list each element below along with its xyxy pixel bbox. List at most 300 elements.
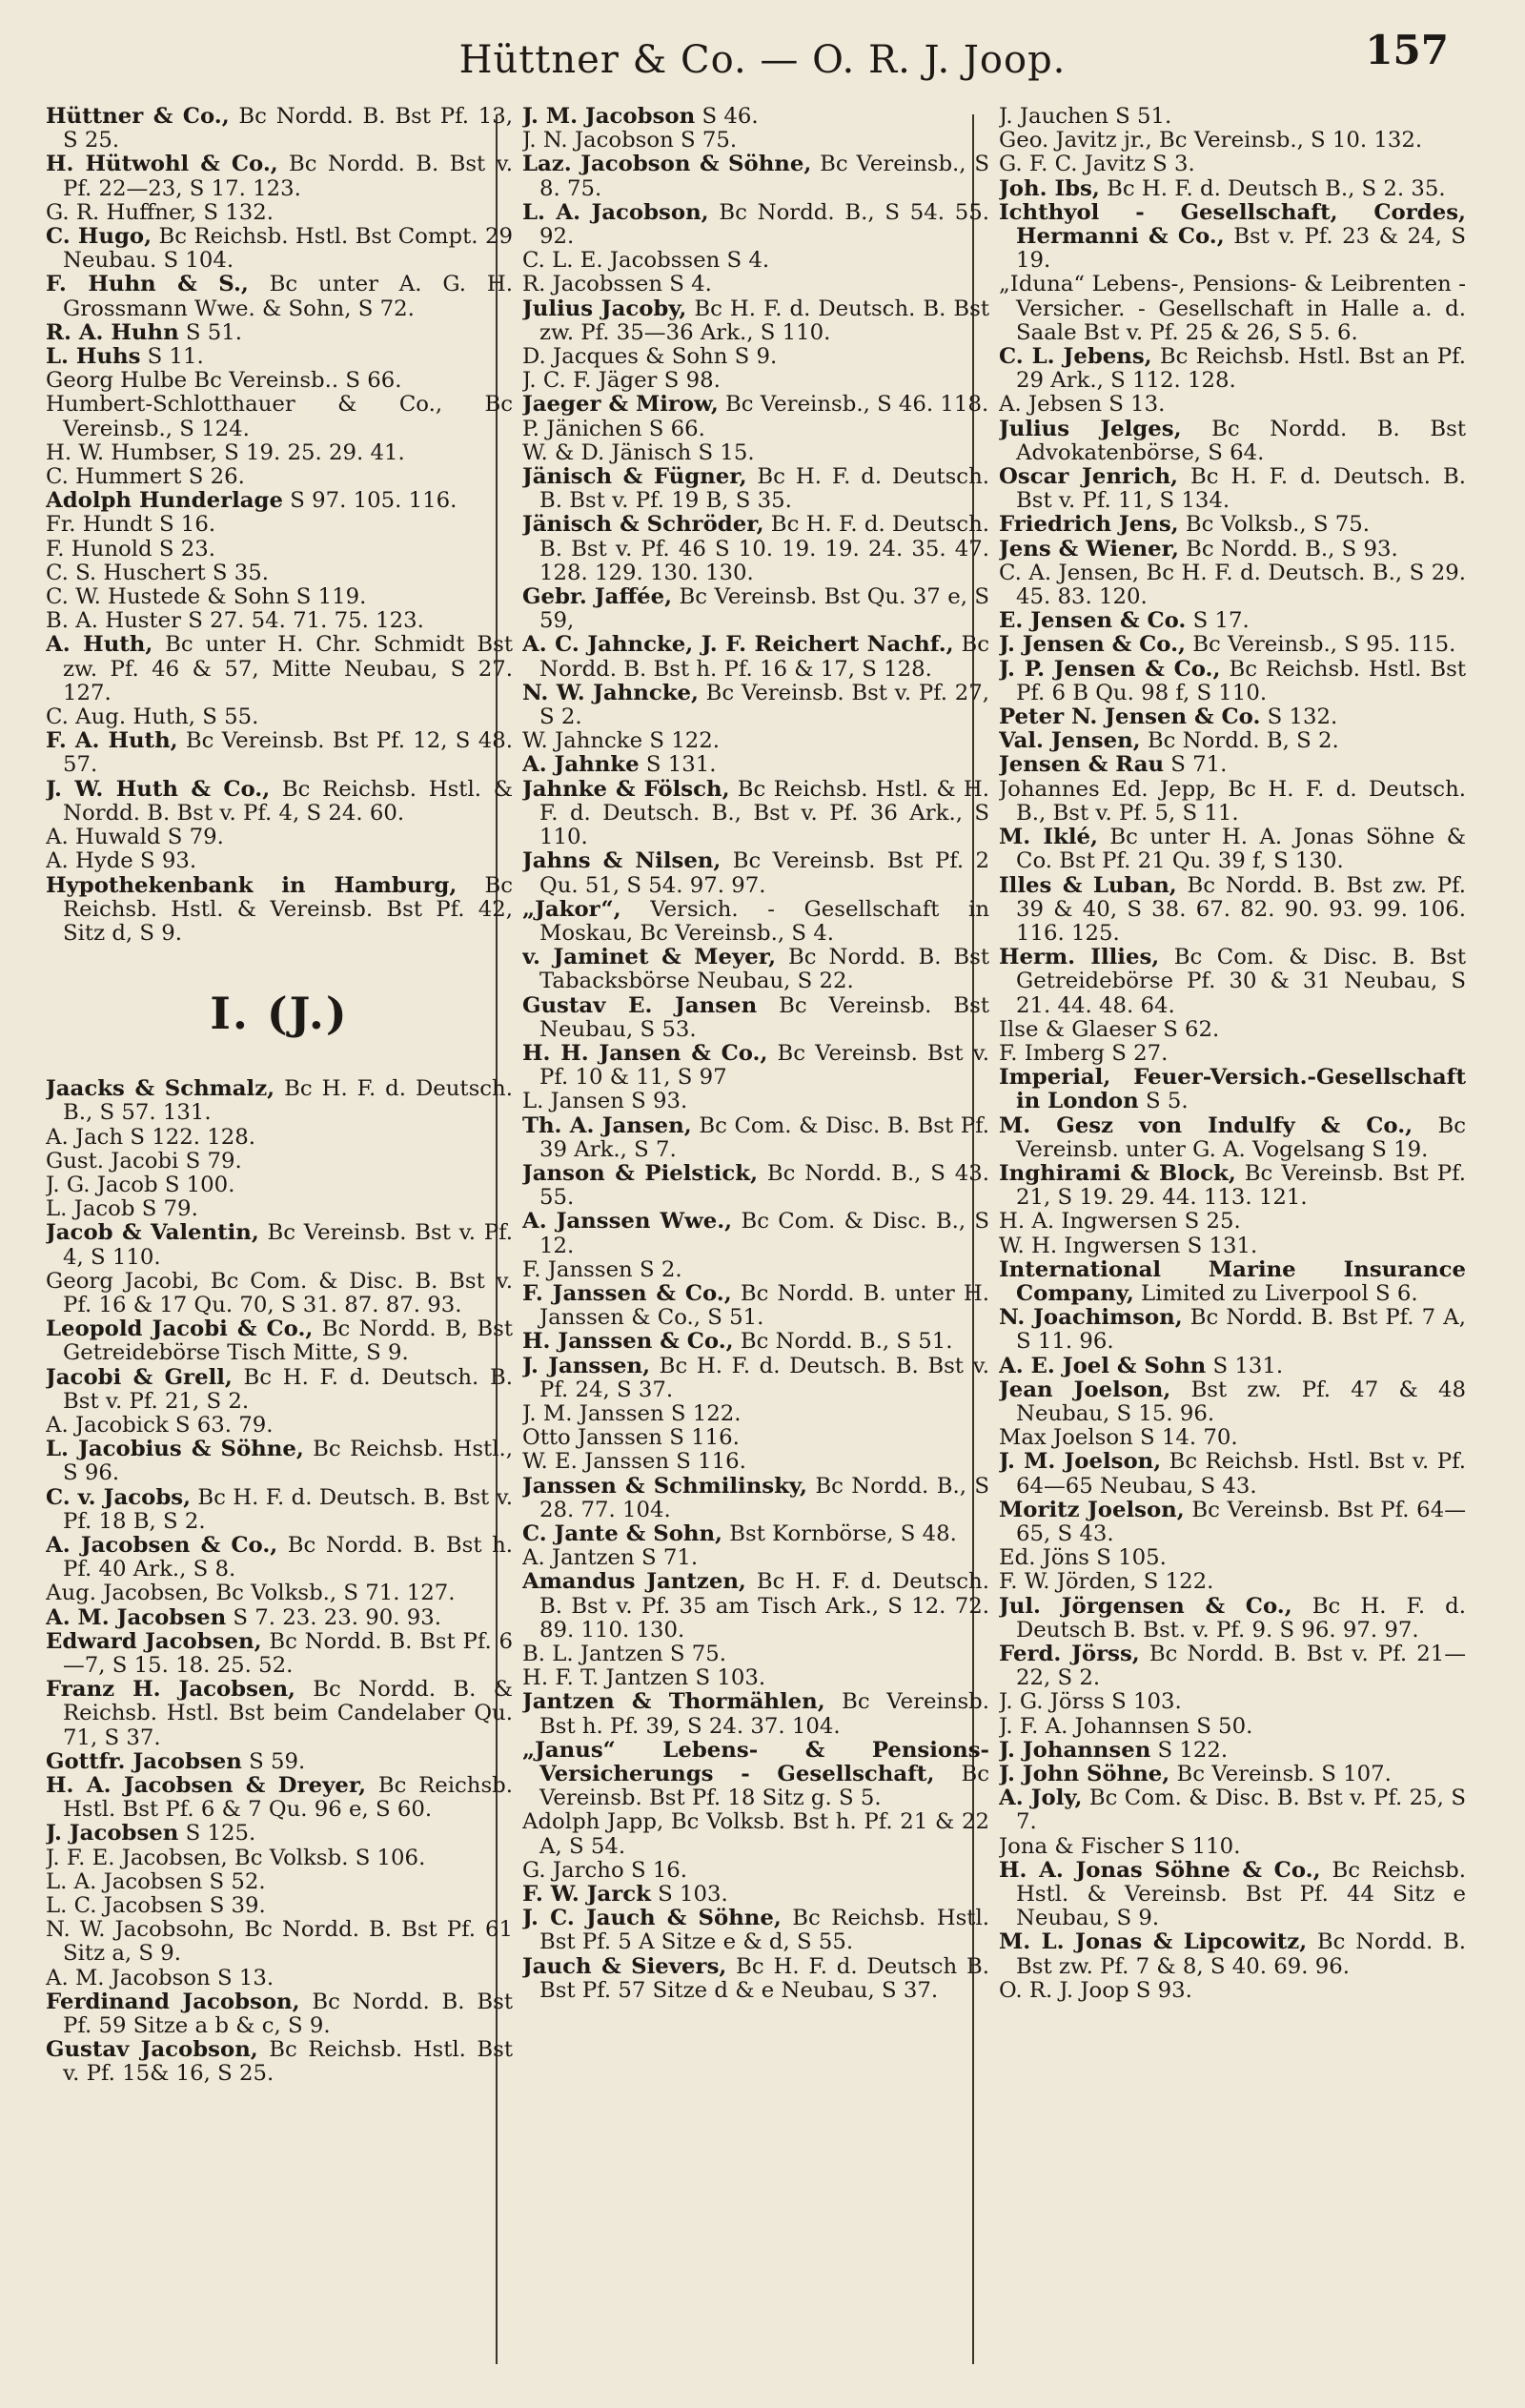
entry-details: Bc Vereinsb., S 95. 115.: [1185, 632, 1456, 658]
entry-firm-name: Jul. Jörgensen & Co.,: [999, 1593, 1292, 1619]
directory-entry: [522, 1210, 989, 1257]
entry-firm-name: Jacobi & Grell,: [46, 1364, 233, 1390]
directory-entry: [522, 1042, 989, 1090]
directory-entry: [999, 1258, 1466, 1306]
directory-entry: [46, 1414, 513, 1438]
entry-details: „Iduna“ Lebens-, Pensions- & Leibrenten - Versicher. - Gesellschaft in Halle a. d. Saale Bst v. Pf. 25 & 26, S 5. 6.: [999, 272, 1466, 345]
directory-entry: [522, 1522, 989, 1546]
directory-entry: [46, 1150, 513, 1173]
entry-details: Bc Nordd. B. Bst v. Pf. 21—22, S 2.: [1016, 1642, 1466, 1691]
entry-details: Bc Reichsb. Hstl. Bst Pf. 6 B Qu. 98 f, S 110.: [1016, 656, 1466, 705]
directory-entry: [46, 538, 513, 561]
entry-details: Bc H. F. d. Deutsch. B., S 57. 131.: [63, 1076, 513, 1126]
directory-entry: [522, 898, 989, 946]
entry-details: Bc Nordd. B. Bst Pf. 6—7, S 15. 18. 25. 52.: [63, 1628, 513, 1678]
directory-entry: [46, 1270, 513, 1317]
entry-details: Gust. Jacobi S 79.: [46, 1148, 242, 1173]
entry-firm-name: H. A. Jacobsen & Dreyer,: [46, 1773, 367, 1798]
directory-entry: [522, 1114, 989, 1162]
entry-firm-name: C. L. Jebens,: [999, 344, 1152, 370]
directory-entry: [999, 561, 1466, 609]
entry-details: Bc Nordd. B, Bst Getreidebörse Tisch Mitte, S 9.: [63, 1316, 513, 1366]
entry-details: Max Joelson S 14. 70.: [999, 1425, 1238, 1451]
entry-details: Georg Jacobi, Bc Com. & Disc. B. Bst v. Pf. 16 & 17 Qu. 70, S 31. 87. 87. 93.: [46, 1268, 513, 1317]
directory-entry: [46, 1847, 513, 1870]
directory-entry: [522, 1907, 989, 1954]
directory-entry: [522, 1402, 989, 1426]
directory-entry: [999, 105, 1466, 129]
entry-details: C. L. E. Jacobssen S 4.: [522, 248, 770, 274]
directory-entry: [522, 849, 989, 897]
column-2: [522, 105, 989, 2374]
entry-details: Ilse & Glaeser S 62.: [999, 1016, 1220, 1042]
entry-details: Bc Nordd. B., S 51.: [733, 1329, 953, 1355]
directory-entry: [46, 1774, 513, 1822]
entry-details: C. S. Huschert S 35.: [46, 560, 270, 585]
entry-details: Bc Nordd. B. Bst Pf. 59 Sitze a b & c, S 9.: [63, 1989, 513, 2039]
entry-details: Bc Nordd. B., S 28. 77. 104.: [539, 1473, 989, 1522]
entry-firm-name: A. Janssen Wwe.,: [522, 1209, 733, 1235]
directory-entry: [46, 465, 513, 489]
entry-details: J. C. F. Jäger S 98.: [522, 368, 721, 394]
entry-details: L. C. Jacobsen S 39.: [46, 1893, 266, 1919]
entry-details: Fr. Hundt S 16.: [46, 512, 216, 538]
entry-details: Bc Vereinsb., S 8. 75.: [539, 152, 989, 201]
directory-entry: [46, 1077, 513, 1125]
entry-details: W. H. Ingwersen S 131.: [999, 1233, 1258, 1258]
entry-details: Bst zw. Pf. 47 & 48 Neubau, S 15. 96.: [1016, 1377, 1466, 1426]
entry-firm-name: Jahns & Nilsen,: [522, 848, 722, 874]
entry-details: Bc Vereinsb., S 46. 118.: [718, 392, 989, 418]
directory-entry: [46, 778, 513, 826]
entry-details: S 7. 23. 23. 90. 93.: [226, 1604, 442, 1630]
directory-entry: [522, 1883, 989, 1907]
entry-firm-name: Gustav Jacobson,: [46, 2037, 258, 2063]
directory-entry: [46, 273, 513, 320]
entry-details: J. F. E. Jacobsen, Bc Volksb. S 106.: [46, 1845, 426, 1870]
directory-entry: [522, 1643, 989, 1666]
directory-entry: [999, 177, 1466, 201]
directory-entry: [522, 1282, 989, 1330]
directory-entry: [46, 633, 513, 705]
entry-firm-name: Leopold Jacobi & Co.,: [46, 1316, 314, 1342]
entry-firm-name: M. Iklé,: [999, 825, 1098, 850]
entry-firm-name: C. Hugo,: [46, 224, 152, 250]
column-3: [999, 105, 1466, 2374]
entry-details: Bc Nordd. B. unter H. Janssen & Co., S 51.: [539, 1280, 989, 1331]
entry-details: Bc H. F. d. Deutsch B., S 2. 35.: [1099, 175, 1446, 201]
directory-entry: [522, 633, 989, 681]
entry-details: Georg Hulbe Bc Vereinsb.. S 66.: [46, 368, 402, 394]
directory-entry: [522, 418, 989, 441]
directory-entry: [46, 513, 513, 537]
entry-details: B. L. Jantzen S 75.: [522, 1642, 726, 1666]
entry-details: Bc Vereinsb. Bst Qu. 37 e, S 59,: [539, 584, 989, 634]
entry-firm-name: Jacob & Valentin,: [46, 1220, 259, 1246]
entry-list: [46, 105, 513, 946]
entry-details: Bc Nordd. B. Bst Pf. 13, S 25.: [63, 105, 513, 153]
entry-details: Bc Nordd. B. Bst Advokatenbörse, S 64.: [1016, 416, 1466, 465]
entry-details: C. W. Hustede & Sohn S 119.: [46, 584, 367, 610]
entry-list: [522, 105, 989, 2003]
entry-firm-name: R. A. Huhn: [46, 319, 179, 345]
entry-details: Geo. Javitz jr., Bc Vereinsb., S 10. 132.: [999, 128, 1423, 153]
entry-details: Bc Reichsb. Hstl. & H. F. d. Deutsch. B., Bst v. Pf. 36 Ark., S 110.: [539, 776, 989, 850]
directory-entry: [46, 874, 513, 947]
directory-entry: [46, 1438, 513, 1485]
directory-entry: [46, 1582, 513, 1605]
entry-details: S 11.: [140, 344, 204, 370]
entry-details: Bc Nordd. B. Bst zw. Pf. 7 & 8, S 40. 69. 96.: [1016, 1929, 1466, 1979]
entry-details: S 122.: [1150, 1737, 1229, 1763]
entry-details: Bc Reichsb. Hstl. Bst Pf. 6 & 7 Qu. 96 e, S 60.: [63, 1773, 513, 1823]
section-heading: I. (J.): [210, 988, 349, 1040]
directory-entry: [522, 465, 989, 513]
directory-entry: [522, 201, 989, 249]
entry-details: Bc Com. & Disc. B. Bst Pf. 39 Ark., S 7.: [539, 1112, 989, 1162]
entry-firm-name: Adolph Hunderlage: [46, 488, 283, 514]
directory-entry: [46, 1990, 513, 2038]
entry-details: Bc Reichsb. Hstl., S 96.: [63, 1437, 513, 1486]
entry-details: A. M. Jacobson S 13.: [46, 1965, 274, 1990]
entry-details: Bst v. Pf. 23 & 24, S 19.: [1016, 224, 1466, 274]
directory-entry: [999, 1499, 1466, 1546]
entry-details: Bc H. F. d. Deutsch B. Bst. v. Pf. 9. S 96. 97. 97.: [1016, 1593, 1466, 1643]
directory-entry: [999, 418, 1466, 465]
entry-firm-name: H. A. Jonas Söhne & Co.,: [999, 1857, 1321, 1883]
entry-firm-name: C. v. Jacobs,: [46, 1484, 192, 1510]
entry-firm-name: A. M. Jacobsen: [46, 1604, 227, 1630]
entry-details: B. A. Huster S 27. 54. 71. 75. 123.: [46, 608, 424, 634]
directory-entry: [46, 369, 513, 393]
entry-details: L. A. Jacobsen S 52.: [46, 1868, 266, 1894]
directory-entry: [999, 513, 1466, 537]
entry-details: Bc Nordd. B. Bst Tabacksbörse Neubau, S 22.: [539, 945, 989, 994]
entry-firm-name: A. Huth,: [46, 632, 153, 658]
directory-entry: [999, 874, 1466, 947]
entry-firm-name: Edward Jacobsen,: [46, 1628, 262, 1654]
entry-details: Bc Nordd. B. Bst v. Pf. 22—23, S 17. 123.: [63, 152, 513, 201]
directory-entry: [522, 1955, 989, 2003]
entry-details: Bc unter H. A. Jonas Söhne & Co. Bst Pf. 21 Qu. 39 f, S 130.: [1016, 825, 1466, 874]
directory-entry: [522, 129, 989, 153]
directory-entry: [522, 1666, 989, 1690]
entry-firm-name: J. Jacobsen: [46, 1821, 179, 1847]
directory-entry: [46, 1366, 513, 1414]
entry-firm-name: v. Jaminet & Meyer,: [522, 945, 777, 970]
directory-entry: [46, 1317, 513, 1365]
entry-firm-name: Th. A. Jansen,: [522, 1112, 692, 1138]
directory-entry: [46, 1606, 513, 1630]
directory-entry: [522, 1690, 989, 1738]
entry-details: Bc H. F. d. Deutsch. B. Bst zw. Pf. 35—36 Ark., S 110.: [539, 296, 989, 345]
entry-firm-name: A. E. Joel & Sohn: [999, 1353, 1207, 1378]
entry-details: Bc Nordd. B. Bst zw. Pf. 39 & 40, S 38. 67. 82. 90. 93. 99. 106. 116. 125.: [1016, 872, 1466, 946]
entry-details: Bc Vereinsb. Bst h. Pf. 39, S 24. 37. 104.: [539, 1689, 989, 1739]
directory-entry: [46, 489, 513, 513]
directory-entry: [999, 1715, 1466, 1739]
entry-details: H. F. T. Jantzen S 103.: [522, 1665, 766, 1691]
entry-details: Bc Vereinsb. Bst v. Pf. 10 & 11, S 97: [539, 1040, 989, 1091]
directory-entry: [522, 1330, 989, 1354]
entry-firm-name: Amandus Jantzen,: [522, 1569, 746, 1595]
entry-details: Bst Kornbörse, S 48.: [722, 1520, 957, 1546]
entry-details: Bc Nordd. B. Bst h. Pf. 16 & 17, S 128.: [539, 632, 989, 682]
directory-entry: [46, 1630, 513, 1678]
column-1: [46, 105, 513, 2374]
directory-entry: [999, 201, 1466, 274]
directory-entry: [46, 1967, 513, 1990]
directory-entry: [522, 1258, 989, 1282]
entry-details: Bc Nordd. B, S 2.: [1140, 728, 1339, 754]
entry-firm-name: F. W. Jarck: [522, 1882, 651, 1908]
entry-firm-name: Jean Joelson,: [999, 1377, 1171, 1402]
entry-firm-name: M. L. Jonas & Lipcowitz,: [999, 1929, 1308, 1955]
entry-firm-name: Hypothekenbank in Hamburg,: [46, 872, 458, 898]
entry-firm-name: „Janus“ Lebens- & Pensions-Versicherungs - Gesellschaft,: [522, 1737, 989, 1787]
entry-details: Bc Vereinsb. Bst Pf. 64—65, S 43.: [1016, 1497, 1466, 1546]
entry-details: Bc Nordd. B. Bst Pf. 7 A, S 11. 96.: [1016, 1305, 1466, 1355]
entry-firm-name: A. Jacobsen & Co.,: [46, 1532, 278, 1558]
entry-firm-name: Jänisch & Fügner,: [522, 464, 747, 490]
directory-entry: [522, 249, 989, 273]
entry-firm-name: Jaeger & Mirow,: [522, 392, 719, 418]
entry-details: W. & D. Jänisch S 15.: [522, 439, 755, 465]
entry-details: Bc Reichsb. Hstl. & Vereinsb. Bst Pf. 42, Sitz d, S 9.: [63, 872, 513, 946]
directory-entry: [46, 1750, 513, 1774]
directory-entry: [522, 1570, 989, 1643]
directory-entry: [999, 1690, 1466, 1714]
entry-firm-name: Joh. Ibs,: [999, 175, 1100, 201]
entry-details: Bc Nordd. B. & Reichsb. Hstl. Bst beim Candelaber Qu. 71, S 37.: [63, 1677, 513, 1750]
entry-details: S 46.: [695, 105, 759, 129]
entry-firm-name: Jauch & Sievers,: [522, 1953, 727, 1979]
entry-details: Bc Vereinsb. Bst Pf. 12, S 48. 57.: [63, 728, 513, 778]
entry-details: Bc H. F. d. Deutsch. B. Bst v. Pf. 21, S 2.: [63, 1364, 513, 1414]
entry-details: J. F. A. Johannsen S 50.: [999, 1713, 1253, 1739]
entry-details: Bc Com. & Disc. B. Bst v. Pf. 25, S 7.: [1016, 1786, 1466, 1835]
running-head: [0, 27, 1525, 84]
directory-entry: [999, 1763, 1466, 1786]
entry-details: Versich. - Gesellschaft in Moskau, Bc Vereinsb., S 4.: [539, 896, 989, 946]
directory-entry: [522, 1546, 989, 1570]
entry-firm-name: Gustav E. Jansen: [522, 992, 758, 1018]
entry-firm-name: J. P. Jensen & Co.,: [999, 656, 1221, 682]
directory-entry: [999, 1835, 1466, 1859]
entry-details: Bc H. F. d. Deutsch. B. Bst v. Pf. 24, S 37.: [539, 1353, 989, 1402]
directory-entry: [999, 1643, 1466, 1690]
directory-entry: [999, 1786, 1466, 1834]
directory-entry: [999, 1162, 1466, 1210]
entry-firm-name: J. M. Joelson,: [999, 1449, 1162, 1475]
directory-entry: [999, 129, 1466, 153]
entry-details: Bc Nordd. B. Bst h. Pf. 40 Ark., S 8.: [63, 1532, 513, 1582]
entry-firm-name: E. Jensen & Co.: [999, 608, 1187, 634]
directory-entry: [999, 345, 1466, 393]
directory-entry: [522, 1810, 989, 1858]
entry-details: Bc H. F. d. Deutsch. B. Bst v. Pf. 46 S 10. 19. 19. 24. 35. 47. 128. 129. 130. 130.: [539, 512, 989, 585]
directory-entry: [999, 1570, 1466, 1594]
entry-firm-name: Jänisch & Schröder,: [522, 512, 764, 538]
entry-firm-name: H. Hütwohl & Co.,: [46, 152, 278, 177]
directory-entry: [522, 297, 989, 345]
entry-firm-name: A. Jahnke: [522, 752, 640, 778]
entry-details: Aug. Jacobsen, Bc Volksb., S 71. 127.: [46, 1581, 456, 1606]
entry-details: Bc H. F. d. Deutsch. B. Bst v. Pf. 35 am Tisch Ark., S 12. 72. 89. 110. 130.: [539, 1569, 989, 1643]
directory-entry: [46, 1822, 513, 1846]
directory-entry: [522, 1450, 989, 1474]
entry-firm-name: F. A. Huth,: [46, 728, 178, 754]
entry-details: W. Jahncke S 122.: [522, 728, 720, 754]
entry-firm-name: Jantzen & Thormählen,: [522, 1689, 825, 1715]
entry-details: Bc H. F. d. Deutsch. B. Bst v. Pf. 19 B, S 35.: [539, 464, 989, 514]
directory-entry: [999, 826, 1466, 873]
directory-entry: [999, 1979, 1466, 2003]
directory-entry: [522, 729, 989, 753]
directory-entry: [46, 561, 513, 585]
directory-entry: [999, 1018, 1466, 1042]
entry-details: S 103.: [650, 1882, 728, 1908]
entry-details: L. Jacob S 79.: [46, 1196, 198, 1222]
directory-entry: [522, 1090, 989, 1113]
entry-details: C. A. Jensen, Bc H. F. d. Deutsch. B., S 29. 45. 83. 120.: [999, 560, 1466, 610]
directory-entry: [999, 1450, 1466, 1498]
directory-entry: [46, 321, 513, 345]
directory-entry: [46, 1486, 513, 1534]
directory-entry: [522, 345, 989, 369]
entry-details: F. W. Jörden, S 122.: [999, 1569, 1214, 1595]
directory-entry: [46, 393, 513, 440]
directory-entry: [522, 513, 989, 585]
entry-details: Bc Reichsb. Hstl. Bst v. Pf. 64—65 Neubau, S 43.: [1016, 1449, 1466, 1499]
entry-details: J. N. Jacobson S 75.: [522, 128, 738, 153]
entry-details: Bc Volksb., S 75.: [1178, 512, 1370, 538]
entry-details: S 5.: [1138, 1089, 1189, 1114]
entry-details: L. Jansen S 93.: [522, 1089, 688, 1114]
entry-firm-name: Ferdinand Jacobson,: [46, 1989, 300, 2014]
entry-details: S 59.: [241, 1748, 306, 1774]
entry-details: S 131.: [1206, 1353, 1284, 1378]
directory-entry: [999, 1426, 1466, 1450]
entry-firm-name: „Jakor“,: [522, 896, 621, 922]
entry-details: D. Jacques & Sohn S 9.: [522, 344, 778, 370]
directory-entry: [999, 1042, 1466, 1066]
entry-firm-name: H. Janssen & Co.,: [522, 1329, 734, 1355]
directory-entry: [46, 441, 513, 465]
entry-details: G. R. Huffner, S 132.: [46, 199, 274, 225]
directory-entry: [46, 1221, 513, 1269]
directory-entry: [999, 1595, 1466, 1643]
entry-details: Bc Vereinsb. S 107.: [1169, 1762, 1392, 1787]
entry-firm-name: Jens & Wiener,: [999, 536, 1179, 561]
entry-firm-name: F. Huhn & S.,: [46, 272, 249, 297]
directory-entry: [999, 705, 1466, 729]
entry-details: S 17.: [1186, 608, 1250, 634]
entry-details: C. Aug. Huth, S 55.: [46, 704, 259, 730]
entry-details: R. Jacobssen S 4.: [522, 272, 712, 297]
directory-entry: [522, 1475, 989, 1522]
directory-entry: [522, 946, 989, 993]
directory-entry: [522, 994, 989, 1042]
directory-entry: [999, 465, 1466, 513]
entry-details: H. A. Ingwersen S 25.: [999, 1209, 1241, 1235]
entry-details: Bc Nordd. B., S 43. 55.: [539, 1160, 989, 1211]
entry-details: Bc Reichsb. Hstl. Bst v. Pf. 15& 16, S 25.: [63, 2037, 513, 2087]
directory-entry: [999, 633, 1466, 657]
directory-entry: [999, 1210, 1466, 1234]
directory-entry: [999, 153, 1466, 176]
directory-entry: [999, 1378, 1466, 1426]
entry-firm-name: J. C. Jauch & Söhne,: [522, 1906, 782, 1931]
entry-details: J. G. Jörss S 103.: [999, 1689, 1182, 1715]
entry-firm-name: J. M. Jacobson: [522, 105, 696, 129]
directory-entry: [999, 393, 1466, 417]
directory-entry: [522, 441, 989, 465]
entry-details: A. Huwald S 79.: [46, 825, 224, 850]
entry-details: Bc Nordd. B., S 93.: [1178, 536, 1398, 561]
entry-details: Bc Vereinsb. unter G. A. Vogelsang S 19.: [1016, 1112, 1466, 1162]
entry-firm-name: H. H. Jansen & Co.,: [522, 1040, 768, 1066]
directory-entry: [46, 153, 513, 200]
entry-firm-name: J. John Söhne,: [999, 1762, 1170, 1787]
directory-entry: [522, 369, 989, 393]
entry-firm-name: L. A. Jacobson,: [522, 199, 709, 225]
directory-entry: [46, 1197, 513, 1221]
entry-firm-name: N. Joachimson,: [999, 1305, 1183, 1331]
entry-details: S 125.: [178, 1821, 256, 1847]
entry-firm-name: Laz. Jacobson & Söhne,: [522, 152, 812, 177]
directory-entry: [46, 1918, 513, 1966]
entry-details: Adolph Japp, Bc Volksb. Bst h. Pf. 21 & 22 A, S 54.: [522, 1809, 989, 1859]
entry-details: A. Hyde S 93.: [46, 848, 197, 874]
entry-firm-name: J. Jensen & Co.,: [999, 632, 1186, 658]
page-number: 157: [1365, 27, 1449, 73]
entry-details: P. Jänichen S 66.: [522, 416, 705, 441]
entry-firm-name: Jaacks & Schmalz,: [46, 1076, 275, 1102]
entry-details: O. R. J. Joop S 93.: [999, 1977, 1192, 2003]
directory-entry: [522, 1426, 989, 1450]
entry-firm-name: Franz H. Jacobsen,: [46, 1677, 295, 1703]
entry-details: G. Jarcho S 16.: [522, 1857, 688, 1883]
directory-entry: [522, 393, 989, 417]
entry-details: G. F. C. Javitz S 3.: [999, 152, 1195, 177]
directory-entry: [999, 753, 1466, 777]
directory-entry: [46, 105, 513, 153]
entry-firm-name: Janssen & Schmilinsky,: [522, 1473, 807, 1499]
entry-details: Bc Vereinsb. Bst v. Pf. 4, S 110.: [63, 1220, 513, 1270]
entry-details: A. Jacobick S 63. 79.: [46, 1412, 274, 1438]
directory-entry: [46, 1173, 513, 1197]
entry-details: F. Hunold S 23.: [46, 536, 215, 561]
directory-entry: [522, 1859, 989, 1883]
directory-entry: [46, 345, 513, 369]
entry-details: A. Jantzen S 71.: [522, 1545, 699, 1571]
entry-details: Bc unter A. G. H. Grossmann Wwe. & Sohn, S 72.: [63, 272, 513, 321]
entry-firm-name: Moritz Joelson,: [999, 1497, 1185, 1522]
entry-details: Bc Reichsb. Hstl. Bst Pf. 5 A Sitze e & d, S 55.: [539, 1906, 989, 1955]
entry-details: J. M. Janssen S 122.: [522, 1400, 742, 1426]
entry-details: S 51.: [178, 319, 243, 345]
entry-firm-name: Imperial, Feuer-Versich.-Gesellschaft in London: [999, 1065, 1466, 1114]
directory-entry: [522, 682, 989, 729]
directory-entry: [46, 609, 513, 633]
directory-entry: [46, 1894, 513, 1918]
entry-details: Humbert-Schlotthauer & Co., Bc Vereinsb., S 124.: [46, 392, 513, 441]
directory-entry: [46, 826, 513, 849]
entry-firm-name: Julius Jacoby,: [522, 296, 687, 321]
directory-entry: [999, 609, 1466, 633]
directory-entry: [522, 153, 989, 200]
